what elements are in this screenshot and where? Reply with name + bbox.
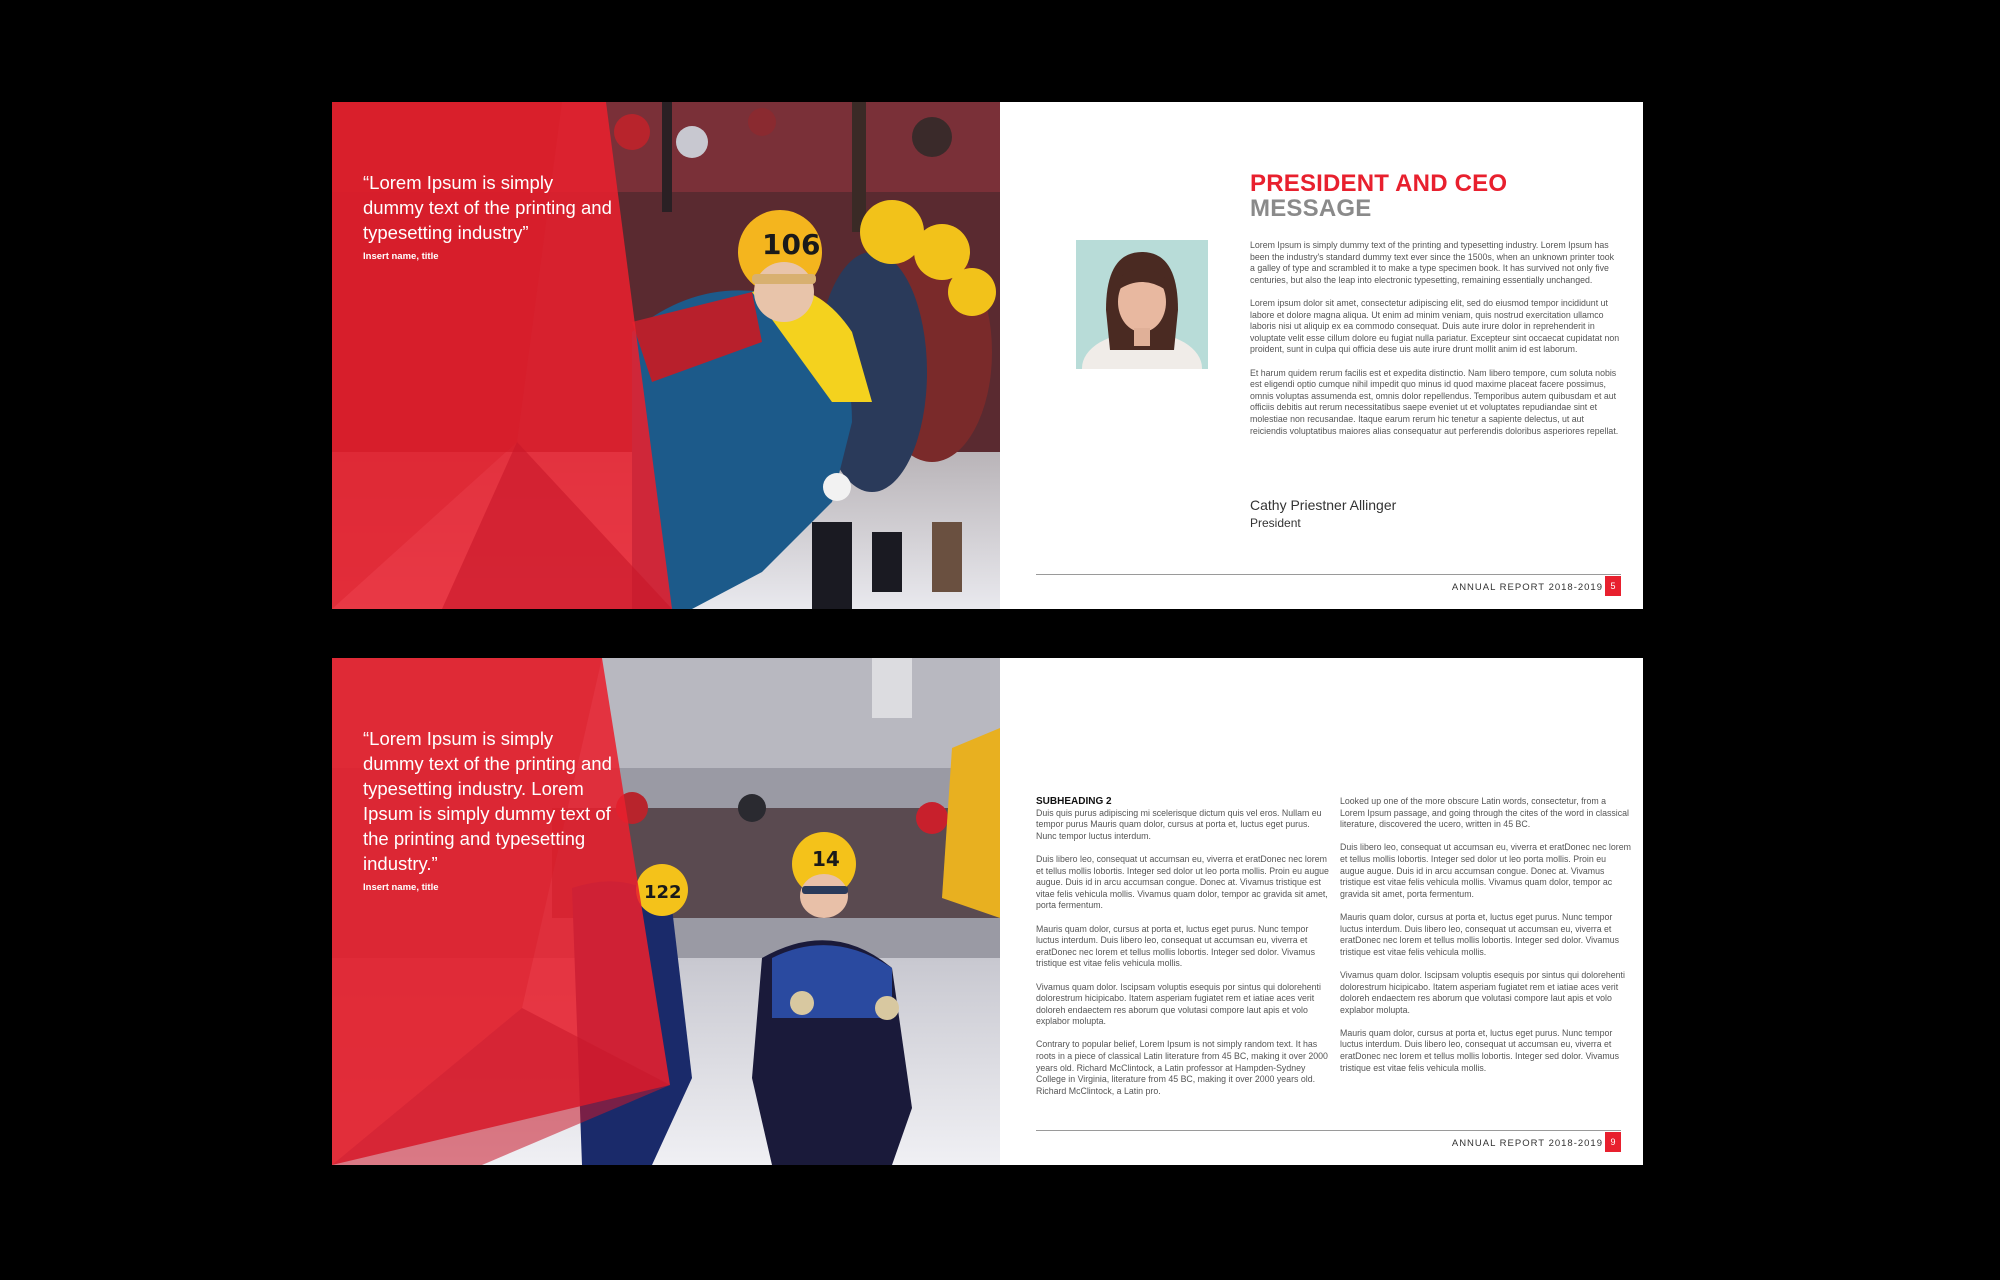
photo-page-2	[332, 658, 1000, 1165]
paragraph: Mauris quam dolor, cursus at porta et, luctus eget purus. Nunc tempor luctus interdum. Duis libero leo, consequat ut accumsan eu, viverra et eratDonec nec lorem et tellus mollis lobortis. Integer sed dolor. Vivamus tristique est vitae felis vehicula mollis.	[1340, 911, 1620, 957]
helmet-number-14: 14	[812, 847, 840, 871]
pull-quote-2	[363, 726, 613, 893]
photo-page-1	[332, 102, 1000, 609]
paragraph: Lorem Ipsum is simply dummy text of the printing and typesetting industry. Lorem Ipsum has been the industry's standard dummy text ever since the 1500s, when an unknown printer took a galley of type and scrambled it to make a type specimen book. It has survived not only five centuries, but also the leap into electronic typesetting, remaining essentially unchanged.	[1250, 240, 1615, 285]
spread-subheading-2	[332, 658, 1643, 1165]
page-number: 5	[1605, 576, 1621, 596]
text-page-2	[1000, 658, 1643, 1165]
page-number: 9	[1605, 1132, 1621, 1152]
helmet-number-106: 106	[762, 228, 821, 261]
paragraph: Mauris quam dolor, cursus at porta et, luctus eget purus. Nunc tempor luctus interdum. Duis libero leo, consequat ut accumsan eu, viverra et eratDonec nec lorem et tellus mollis lobortis. Integer sed dolor. Vivamus tristique est vitae felis vehicula mollis.	[1340, 1027, 1620, 1073]
paragraph: Contrary to popular belief, Lorem Ipsum is not simply random text. It has roots in a piece of classical Latin literature from 45 BC, making it over 2000 years old. Richard McClintock, a Latin professor at Hampden-Sydney College in Virginia, literature from 45 BC, making it over 2000 years old. Richard McClintock, a Latin pro.	[1036, 1039, 1328, 1096]
paragraph: Duis libero leo, consequat ut accumsan eu, viverra et eratDonec nec lorem et tellus mollis lobortis. Integer sed dolor ut leo porta mollis. Proin eu augue augue. Duis id in arcu accumsan congue. Donec at. Vivamus tristique est vitae felis vehicula mollis. Vivamus quam dolor, tempor ac gravida sit amet, porta fermentum.	[1340, 842, 1631, 899]
subheading: SUBHEADING 2	[1036, 796, 1112, 807]
footer-divider	[1036, 1130, 1621, 1131]
paragraph: Duis quis purus adipiscing mi scelerisque dictum quis vel eros. Nullam eu tempor purus Mauris quam dolor, cursus at porta et, luctus eget purus. Nunc tempor luctus interdum.	[1036, 807, 1322, 841]
quote-attribution: Insert name, title	[363, 882, 439, 893]
paragraph: Vivamus quam dolor. Iscipsam voluptis esequis por sintus qui dolorehenti dolorestrum hicipicabo. Itatem asperiam fugiatet rem et iatiae aces verit doloreh endaectem res aborum que volutasi compore laut apis et volo explabor molupta.	[1340, 969, 1625, 1015]
pull-quote-1	[363, 170, 613, 262]
helmet-number-122: 122	[644, 882, 682, 903]
column-1	[1036, 796, 1332, 1109]
spread-president-message	[332, 102, 1643, 609]
paragraph: Vivamus quam dolor. Iscipsam voluptis esequis por sintus qui dolorehenti dolorestrum hicipicabo. Itatem asperiam fugiatet rem et iatiae aces verit doloreh endaectem res aborum que volutasi compore laut apis et volo explabor molupta.	[1036, 981, 1321, 1027]
footer-report-label: ANNUAL REPORT 2018-2019	[1451, 582, 1603, 593]
page-title-line1: PRESIDENT AND CEO	[1250, 170, 1508, 197]
paragraph: Mauris quam dolor, cursus at porta et, luctus eget purus. Nunc tempor luctus interdum. Duis libero leo, consequat ut accumsan eu, viverra et eratDonec nec lorem et tellus mollis lobortis. Integer sed dolor. Vivamus tristique est vitae felis vehicula mollis.	[1036, 923, 1316, 969]
paragraph: Looked up one of the more obscure Latin words, consectetur, from a Lorem Ipsum passage, and going through the cites of the word in classical literature, discovered the ucero, written in 45 BC.	[1340, 796, 1629, 830]
signature-name: Cathy Priestner Allinger	[1250, 497, 1397, 513]
paragraph: Duis libero leo, consequat ut accumsan eu, viverra et eratDonec nec lorem et tellus mollis lobortis. Integer sed dolor ut leo porta mollis. Proin eu augue augue. Duis id in arcu accumsan congue. Donec at. Vivamus tristique est vitae felis vehicula mollis. Vivamus quam dolor, tempor ac gravida sit amet, porta fermentum.	[1036, 853, 1329, 911]
message-body	[1250, 240, 1620, 449]
quote-text: “Lorem Ipsum is simply dummy text of the printing and typesetting industry. Lorem Ipsum is simply dummy text of the printing and typesetting industry.”	[363, 728, 612, 874]
president-portrait	[1076, 240, 1208, 369]
quote-text: “Lorem Ipsum is simply dummy text of the printing and typesetting industry”	[363, 172, 612, 243]
paragraph: Lorem ipsum dolor sit amet, consectetur adipiscing elit, sed do eiusmod tempor incididunt ut labore et dolore magna aliqua. Ut enim ad minim veniam, quis nostrud exercitation ullamco laboris nisi ut aliquip ex ea commodo consequat. Duis aute irure dolor in reprehenderit in voluptate velit esse cillum dolore eu fugiat nulla pariatur. Excepteur sint occaecat cupidatat non proident, sunt in culpa qui officia dese uis aute irure drunt mollit anim id est laborum.	[1250, 297, 1620, 355]
signature-title: President	[1250, 516, 1301, 530]
footer-report-label: ANNUAL REPORT 2018-2019	[1451, 1138, 1603, 1149]
quote-attribution: Insert name, title	[363, 251, 439, 262]
text-page-1	[1000, 102, 1643, 609]
paragraph: Et harum quidem rerum facilis est et expedita distinctio. Nam libero tempore, cum soluta nobis est eligendi optio cumque nihil impedit quo minus id quod maxime placeat facere possimus, omnis voluptas assumenda est, omnis dolor repellendus. Temporibus autem quibusdam et aut officiis debitis aut rerum necessitatibus saepe eveniet ut et voluptates repudiandae sint et molestiae non recusandae. Itaque earum rerum hic tenetur a sapiente delectus, ut aut reiciendis voluptatibus maiores alias consequatur aut perferendis doloribus asperiores repellat.	[1250, 367, 1619, 436]
page-title-line2: MESSAGE	[1250, 195, 1372, 222]
column-2	[1340, 796, 1632, 1086]
footer-divider	[1036, 574, 1621, 575]
